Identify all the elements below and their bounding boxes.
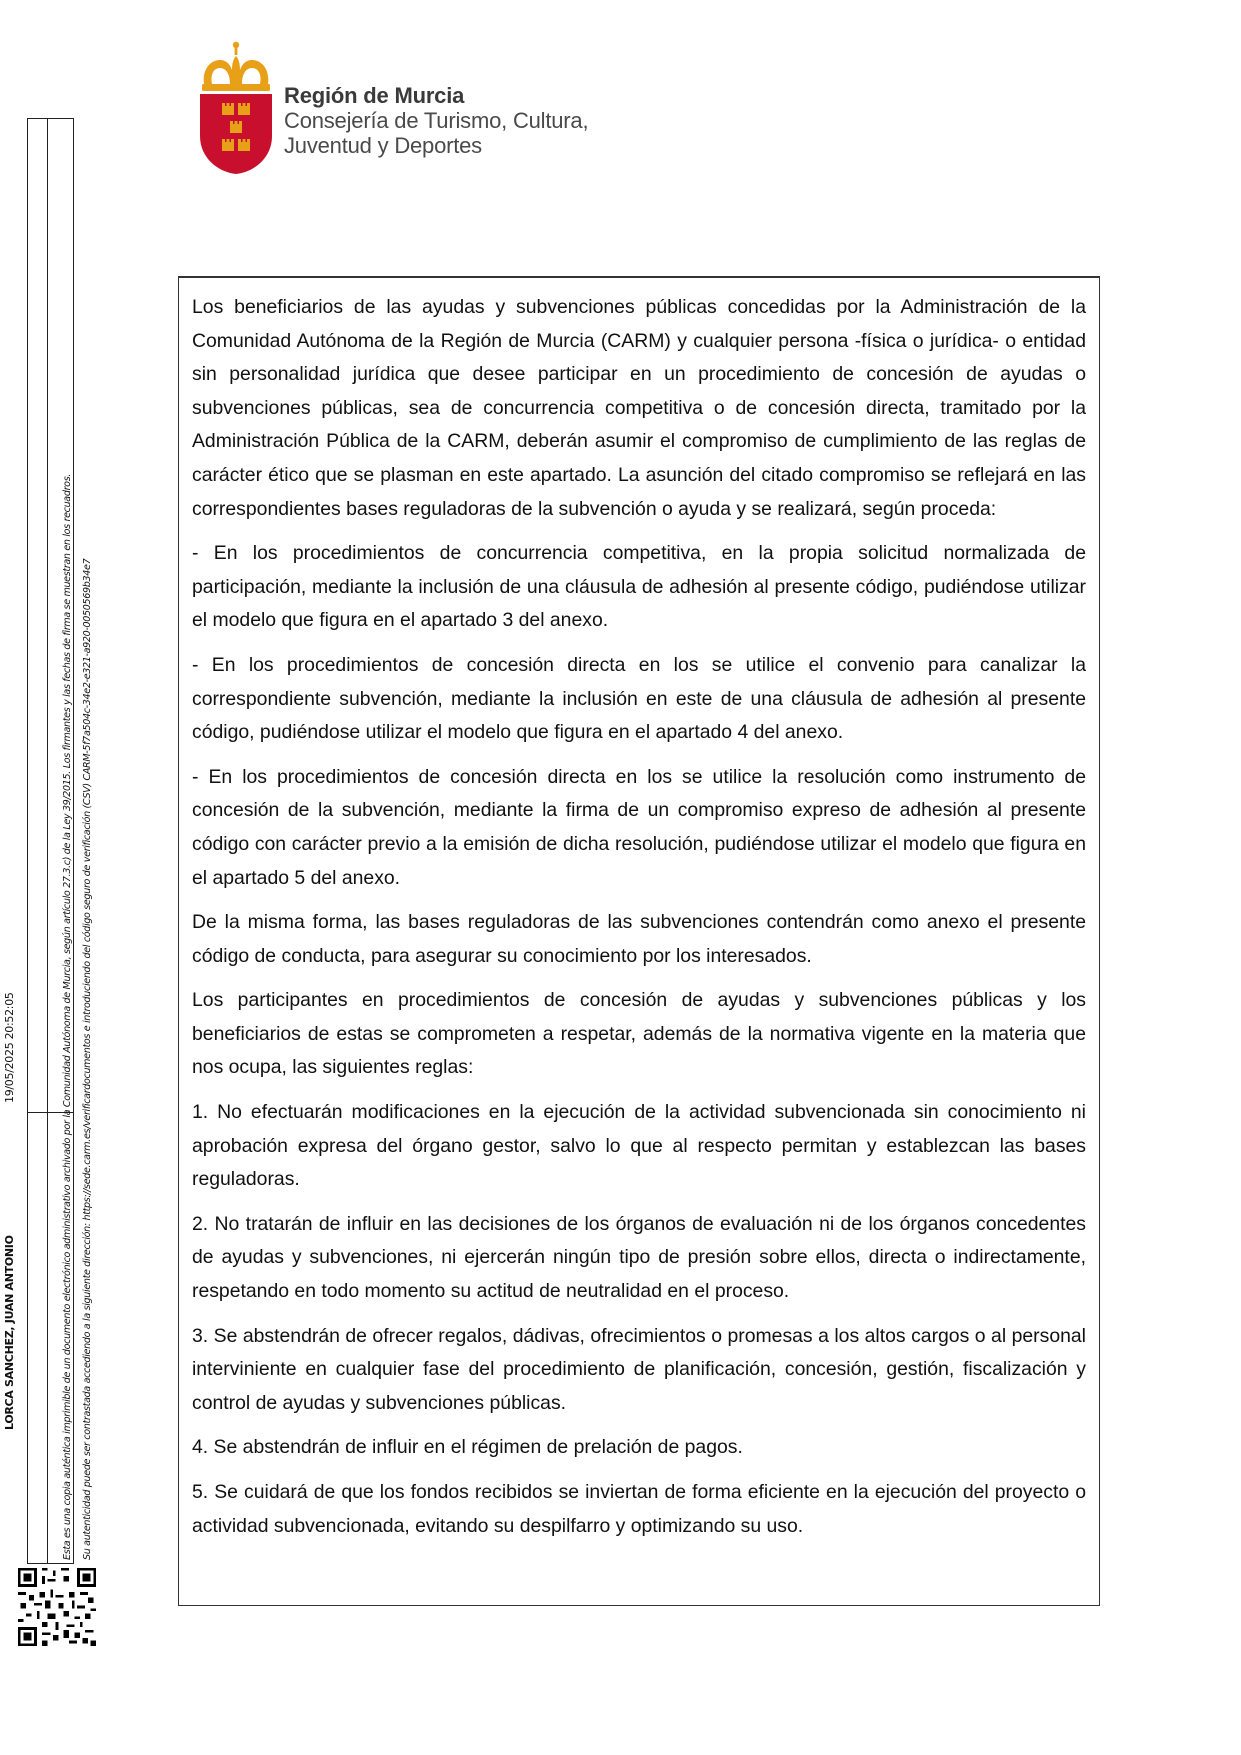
rule-3: 3. Se abstendrán de ofrecer regalos, dádivas, ofrecimientos o promesas a los altos cargos o al personal interviniente en cualquier fase del procedimiento de planificación, concesión, gestión, fiscalización y control de ayudas y subvenciones públicas.	[192, 1324, 1086, 1414]
paragraph-convenio: - En los procedimientos de concesión directa en los se utilice el convenio para canalizar la correspondiente subvención, mediante la inclusión en este de una cláusula de adhesión al presente código, pudiéndose utilizar el modelo que figura en el apartado 4 del anexo.	[192, 653, 1086, 744]
paragraph-intro: Los beneficiarios de las ayudas y subvenciones públicas concedidas por la Administración de la Comunidad Autónoma de la Región de Murcia (CARM) y cualquier persona -física o jurídica- o entidad sin personalidad jurídica que desee participar en un procedimiento de concesión de ayudas o subvenciones públicas, sea de concurrencia competitiva o de concesión directa, tramitado por la Administración Pública de la CARM, deberán asumir el compromiso de cumplimiento de las reglas de carácter ético que se plasman en este apartado. La asunción del citado compromiso se reflejará en las correspondientes bases reguladoras de la subvención o ayuda y se realizará, según proceda:	[192, 296, 1086, 520]
paragraph-concurrencia: - En los procedimientos de concurrencia competitiva, en la propia solicitud normalizada de participación, mediante la inclusión de una cláusula de adhesión al presente código, pudiéndose utilizar el modelo que figura en el apartado 3 del anexo.	[192, 542, 1086, 632]
document-body	[192, 291, 1086, 1554]
qr-code-icon	[18, 1568, 96, 1646]
paragraph-bases: De la misma forma, las bases reguladoras de las subvenciones contendrán como anexo el presente código de conducta, para asegurar su conocimiento por los interesados.	[192, 911, 1086, 967]
signer-name: LORCA SANCHEZ, JUAN ANTONIO	[3, 1235, 16, 1430]
org-name-line-2: Consejería de Turismo, Cultura,	[284, 107, 589, 133]
rule-4: 4. Se abstendrán de influir en el régimen de prelación de pagos.	[192, 1436, 743, 1459]
content-box	[178, 276, 1100, 1606]
org-name-line-1: Región de Murcia	[284, 83, 465, 108]
rule-2: 2. No tratarán de influir en las decisiones de los órganos de evaluación ni de los órganos concedentes de ayudas y subvenciones, ni ejercerán ningún tipo de presión sobre ellos, directa o indirectamente, respetando en todo momento su actitud de neutralidad en el proceso.	[192, 1212, 1086, 1303]
signer-box	[27, 118, 48, 1564]
paragraph-resolucion: - En los procedimientos de concesión directa en los se utilice la resolución como instrumento de concesión de la subvención, mediante la firma de un compromiso expreso de adhesión al presente código con carácter previo a la emisión de dicha resolución, pudiéndose utilizar el modelo que figura en el apartado 5 del anexo.	[192, 765, 1086, 889]
crown-icon	[202, 42, 270, 91]
shield-icon	[200, 94, 272, 174]
organization-name	[284, 84, 588, 159]
authenticity-notice-line-2: Su autenticidad puede ser contrastada accediendo a la siguiente dirección: https://sede.carm.es/verificardocumentos e introduciendo del código seguro de verificación (CSV) CARM-5f7a504c-34e2-e321-a920-0050569b34e7	[82, 558, 93, 1560]
rule-5: 5. Se cuidará de que los fondos recibidos se inviertan de forma eficiente en la ejecución del proyecto o actividad subvencionada, evitando su despilfarro y optimizando su uso.	[192, 1481, 1086, 1537]
paragraph-participantes: Los participantes en procedimientos de concesión de ayudas y subvenciones públicas y los beneficiarios de estas se comprometen a respetar, además de la normativa vigente en la materia que nos ocupa, las siguientes reglas:	[192, 989, 1086, 1079]
region-murcia-crest-logo	[196, 40, 276, 176]
org-name-line-3: Juventud y Deportes	[284, 132, 482, 158]
signature-date: 19/05/2025 20:52:05	[3, 992, 16, 1103]
rule-1: 1. No efectuarán modificaciones en la ejecución de la actividad subvencionada sin conocimiento ni aprobación expresa del órgano gestor, salvo lo que al respecto permitan y establezcan las bases reguladoras.	[192, 1101, 1086, 1191]
authenticity-notice-line-1: Esta es una copia auténtica imprimible de un documento electrónico administrativo archivado por la Comunidad Autónoma de Murcia, según artículo 27.3.c) de la Ley 39/2015. Los firmantes y las fechas de firma se muestran en los recuadros.	[62, 473, 73, 1560]
